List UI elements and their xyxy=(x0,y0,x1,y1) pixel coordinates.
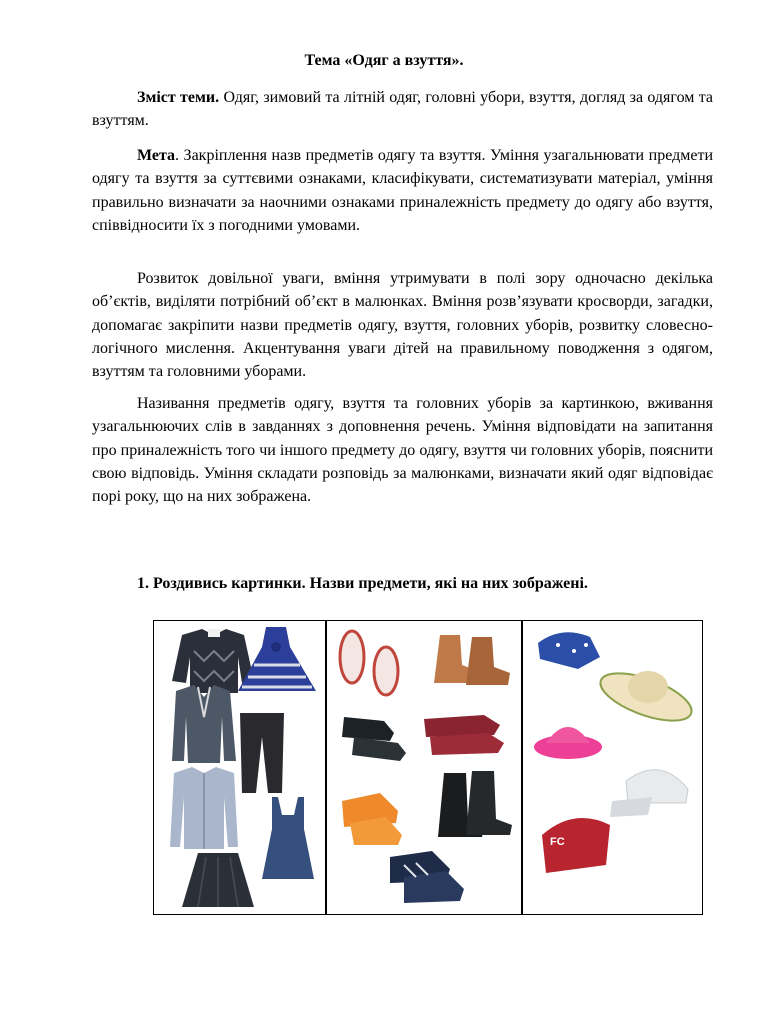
dress-bow xyxy=(271,642,281,652)
white-cap-image xyxy=(610,770,688,817)
document-title: Тема «Одяг а взуття». xyxy=(304,52,464,69)
content-text: Одяг, зимовий та літній одяг, головні убори, взуття, догляд за одягом та взуттям. xyxy=(92,89,714,130)
shoe-left xyxy=(342,717,394,741)
white-cap-crown xyxy=(626,770,688,803)
content-label: Зміст теми. xyxy=(137,89,220,106)
trousers-image xyxy=(240,713,284,793)
paragraph-naming: Називання предметів одягу, взуття та головних уборів за картинкою, вживання узагальнюючих слів в завданнях з доповнення речень. Уміння відповідати на запитання про приналежність того чи іншого предмету до одягу, взуття чи головних уборів, пояснити свою відповідь. Уміння складати розповідь за малюнками, визначати який одяг відповідає порі року, що на них зображена. xyxy=(92,395,713,506)
shirt-image xyxy=(170,767,238,849)
bandana-shape xyxy=(538,632,600,669)
pink-hat-image xyxy=(534,727,602,759)
bandana-dot-2 xyxy=(572,649,576,653)
paragraph-goal xyxy=(92,144,713,237)
sweater-image xyxy=(172,629,254,693)
task-1-heading: 1. Роздивись картинки. Назви предмети, які на них зображені. xyxy=(137,575,588,592)
black-boot-right xyxy=(466,771,512,835)
shoe-right xyxy=(352,737,406,761)
boot-right xyxy=(466,637,510,685)
dress-image xyxy=(238,627,316,691)
dress-shape xyxy=(238,627,316,691)
blazer-shape xyxy=(172,685,236,763)
skirt-image xyxy=(182,853,254,907)
flip-flop-left xyxy=(340,631,364,683)
straw-hat-crown xyxy=(628,671,668,703)
paragraph-content xyxy=(92,86,713,133)
black-shoes-image xyxy=(342,717,406,761)
goal-text: . Закріплення назв предметів одягу та взуття. Уміння узагальнювати предмети одягу та взуття за суттєвими ознаками, класифікувати, систематизувати матеріал, уміння правильно визначати за наочними ознаками приналежність предмету до одягу або взуття, співвідносити їх з погодними умовами. xyxy=(92,147,713,234)
sweater-collar xyxy=(208,629,220,637)
bandana-dot-1 xyxy=(556,643,560,647)
navy-sneakers-image xyxy=(390,851,464,903)
goal-label: Мета xyxy=(137,147,176,164)
white-cap-visor xyxy=(610,797,652,817)
red-sandals-image xyxy=(424,715,504,755)
beanie-logo-text: FC xyxy=(550,836,565,848)
flip-flop-right xyxy=(374,647,398,695)
brown-boots-image xyxy=(434,635,510,685)
blazer-image xyxy=(172,685,236,763)
red-beanie-image xyxy=(542,818,610,873)
overalls-shape xyxy=(262,797,314,879)
overalls-image xyxy=(262,797,314,879)
sandal-right xyxy=(430,733,504,755)
flip-flops-image xyxy=(340,631,398,695)
paragraph-development: Розвиток довільної уваги, вміння утримувати в полі зору одночасно декілька об’єктів, виділяти потрібний об’єкт в малюнках. Вміння розв’язувати кросворди, загадки, допомагає закріпити назви предметів одягу, взуття, головних уборів, розвитку словесно-логічного мислення. Акцентування уваги дітей на правильному поводження з одягом, взуттям та головними уборами. xyxy=(92,270,713,381)
straw-hat-image xyxy=(595,664,698,731)
orange-sneakers-image xyxy=(342,793,402,845)
black-boots-image xyxy=(438,771,512,837)
bandana-dot-3 xyxy=(584,643,588,647)
trousers-shape xyxy=(240,713,284,793)
sweater-shape xyxy=(172,629,254,693)
pink-hat-crown xyxy=(546,727,590,743)
picture-table xyxy=(153,620,703,915)
clothing-illustrations xyxy=(154,621,704,916)
bandana-image xyxy=(538,632,600,669)
navy-sneaker-right xyxy=(404,871,464,903)
